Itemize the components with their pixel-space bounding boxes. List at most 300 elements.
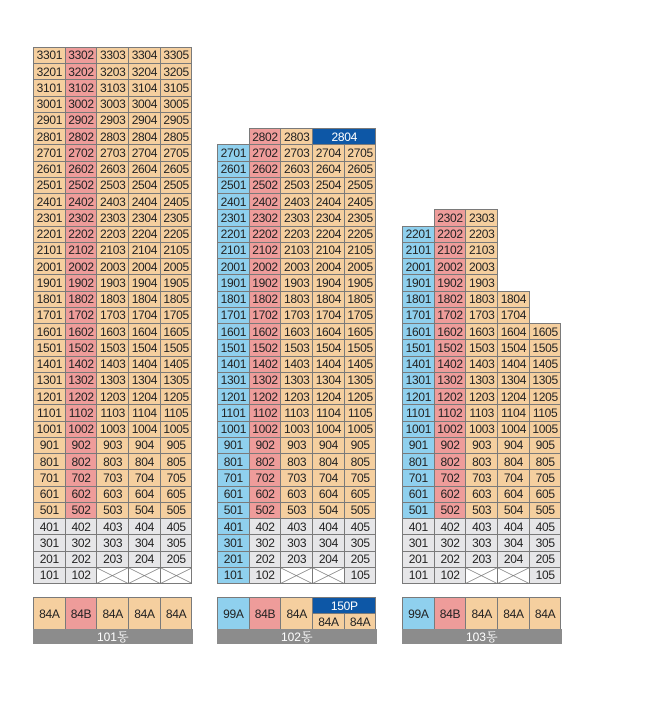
unit-cell[interactable]: 2204 [312, 226, 345, 243]
unit-cell[interactable]: 404 [312, 518, 345, 535]
unit-cell[interactable]: 1401 [33, 356, 66, 373]
unit-cell[interactable]: 2303 [280, 209, 313, 226]
unit-cell[interactable]: 1601 [402, 323, 435, 340]
unit-cell[interactable]: 105 [529, 567, 562, 584]
unit-cell[interactable]: 1304 [128, 372, 161, 389]
unit-cell[interactable]: 1004 [497, 421, 530, 438]
unit-cell[interactable]: 203 [96, 551, 129, 568]
unit-cell[interactable]: 1702 [65, 307, 98, 324]
unit-cell[interactable]: 1503 [465, 339, 498, 356]
unit-cell[interactable]: 2205 [160, 226, 193, 243]
unit-cell[interactable]: 2405 [160, 193, 193, 210]
unit-cell[interactable]: 502 [434, 502, 467, 519]
unit-cell[interactable]: 2003 [465, 258, 498, 275]
unit-cell[interactable]: 2203 [465, 226, 498, 243]
unit-cell[interactable]: 205 [160, 551, 193, 568]
unit-cell[interactable]: 2005 [160, 258, 193, 275]
unit-cell[interactable]: 1001 [33, 421, 66, 438]
unit-cell[interactable]: 1702 [434, 307, 467, 324]
unit-cell[interactable]: 102 [434, 567, 467, 584]
unit-cell[interactable]: 1505 [529, 339, 562, 356]
unit-cell[interactable]: 2105 [344, 242, 377, 259]
unit-cell[interactable]: 1905 [160, 274, 193, 291]
unit-cell[interactable]: 2402 [249, 193, 282, 210]
unit-cell[interactable]: 1205 [160, 388, 193, 405]
unit-cell[interactable]: 2204 [128, 226, 161, 243]
unit-cell[interactable]: 3301 [33, 47, 66, 64]
unit-cell[interactable]: 1405 [344, 356, 377, 373]
unit-cell[interactable]: 2504 [312, 177, 345, 194]
unit-cell[interactable]: 801 [402, 453, 435, 470]
unit-cell[interactable]: 1103 [280, 404, 313, 421]
unit-cell[interactable]: 804 [128, 453, 161, 470]
unit-cell[interactable]: 2804 [128, 128, 161, 145]
unit-cell[interactable]: 2505 [160, 177, 193, 194]
unit-cell[interactable]: 1604 [497, 323, 530, 340]
unit-cell[interactable]: 1801 [402, 291, 435, 308]
unit-cell[interactable]: 1103 [96, 404, 129, 421]
unit-cell[interactable]: 802 [434, 453, 467, 470]
unit-cell[interactable]: 1504 [128, 339, 161, 356]
unit-cell[interactable]: 1703 [280, 307, 313, 324]
unit-cell[interactable]: 1004 [312, 421, 345, 438]
unit-cell[interactable]: 504 [497, 502, 530, 519]
unit-cell[interactable]: 2103 [465, 242, 498, 259]
unit-cell[interactable]: 1704 [497, 307, 530, 324]
unit-cell[interactable]: 1703 [465, 307, 498, 324]
unit-cell[interactable]: 3202 [65, 63, 98, 80]
unit-cell[interactable]: 304 [497, 534, 530, 551]
unit-cell[interactable]: 2202 [249, 226, 282, 243]
unit-cell[interactable]: 1901 [402, 274, 435, 291]
unit-cell[interactable]: 2805 [160, 128, 193, 145]
unit-cell[interactable]: 201 [402, 551, 435, 568]
unit-cell[interactable]: 1805 [344, 291, 377, 308]
unit-cell[interactable]: 2403 [96, 193, 129, 210]
unit-cell[interactable]: 1603 [280, 323, 313, 340]
unit-cell[interactable]: 1104 [312, 404, 345, 421]
unit-cell[interactable]: 702 [65, 469, 98, 486]
unit-cell[interactable]: 2602 [249, 161, 282, 178]
unit-cell[interactable]: 1405 [529, 356, 562, 373]
unit-cell[interactable]: 1604 [128, 323, 161, 340]
unit-cell[interactable]: 2104 [312, 242, 345, 259]
unit-cell[interactable]: 301 [33, 534, 66, 551]
unit-cell[interactable]: 1504 [312, 339, 345, 356]
unit-cell[interactable]: 2003 [96, 258, 129, 275]
unit-cell[interactable]: 1202 [249, 388, 282, 405]
unit-cell[interactable]: 102 [249, 567, 282, 584]
unit-cell[interactable]: 603 [96, 486, 129, 503]
unit-cell[interactable]: 2001 [217, 258, 250, 275]
unit-cell[interactable]: 1902 [65, 274, 98, 291]
unit-cell[interactable]: 501 [33, 502, 66, 519]
unit-cell[interactable]: 802 [249, 453, 282, 470]
unit-cell[interactable]: 2201 [33, 226, 66, 243]
unit-cell[interactable]: 102 [65, 567, 98, 584]
unit-cell[interactable]: 3102 [65, 79, 98, 96]
unit-cell[interactable]: 2703 [96, 144, 129, 161]
unit-cell[interactable]: 803 [465, 453, 498, 470]
unit-cell[interactable]: 701 [402, 469, 435, 486]
unit-cell[interactable]: 2004 [128, 258, 161, 275]
unit-cell[interactable]: 1404 [497, 356, 530, 373]
unit-cell[interactable]: 302 [249, 534, 282, 551]
unit-cell[interactable]: 402 [65, 518, 98, 535]
unit-cell[interactable]: 1602 [249, 323, 282, 340]
unit-cell[interactable]: 3205 [160, 63, 193, 80]
unit-cell[interactable]: 2905 [160, 112, 193, 129]
unit-cell[interactable]: 2102 [434, 242, 467, 259]
unit-cell[interactable]: 2301 [33, 209, 66, 226]
unit-cell[interactable]: 3103 [96, 79, 129, 96]
unit-cell[interactable]: 502 [249, 502, 282, 519]
unit-cell[interactable]: 2501 [217, 177, 250, 194]
unit-cell[interactable]: 1904 [128, 274, 161, 291]
unit-cell[interactable]: 1005 [344, 421, 377, 438]
unit-cell[interactable]: 703 [280, 469, 313, 486]
unit-cell[interactable]: 1802 [249, 291, 282, 308]
unit-cell[interactable]: 1701 [402, 307, 435, 324]
unit-cell[interactable]: 702 [249, 469, 282, 486]
unit-cell[interactable]: 201 [33, 551, 66, 568]
unit-cell[interactable]: 2402 [65, 193, 98, 210]
unit-cell[interactable]: 2605 [160, 161, 193, 178]
unit-cell[interactable]: 105 [344, 567, 377, 584]
unit-cell[interactable]: 2404 [128, 193, 161, 210]
unit-cell[interactable]: 2304 [128, 209, 161, 226]
unit-cell[interactable]: 203 [280, 551, 313, 568]
unit-cell[interactable]: 602 [434, 486, 467, 503]
unit-cell[interactable]: 3001 [33, 96, 66, 113]
unit-cell[interactable]: 2603 [280, 161, 313, 178]
unit-cell[interactable]: 1205 [529, 388, 562, 405]
unit-cell[interactable]: 401 [217, 518, 250, 535]
unit-cell[interactable]: 2001 [33, 258, 66, 275]
unit-cell[interactable]: 1403 [465, 356, 498, 373]
unit-cell[interactable]: 2205 [344, 226, 377, 243]
unit-cell[interactable]: 303 [280, 534, 313, 551]
unit-cell[interactable]: 1903 [465, 274, 498, 291]
unit-cell[interactable]: 901 [33, 437, 66, 454]
unit-cell[interactable]: 1602 [65, 323, 98, 340]
unit-cell[interactable]: 1001 [217, 421, 250, 438]
unit-cell[interactable]: 2605 [344, 161, 377, 178]
unit-cell[interactable]: 1003 [465, 421, 498, 438]
unit-cell[interactable]: 1905 [344, 274, 377, 291]
unit-cell[interactable]: 2201 [402, 226, 435, 243]
unit-cell[interactable]: 2401 [217, 193, 250, 210]
unit-cell[interactable]: 2803 [280, 128, 313, 145]
unit-cell[interactable]: 1202 [65, 388, 98, 405]
unit-cell[interactable]: 1102 [434, 404, 467, 421]
unit-cell[interactable]: 1904 [312, 274, 345, 291]
unit-cell[interactable]: 303 [465, 534, 498, 551]
unit-cell[interactable]: 1402 [434, 356, 467, 373]
unit-cell[interactable]: 901 [217, 437, 250, 454]
unit-cell[interactable]: 1901 [217, 274, 250, 291]
unit-cell[interactable]: 1705 [344, 307, 377, 324]
unit-cell[interactable]: 2504 [128, 177, 161, 194]
unit-cell[interactable]: 704 [497, 469, 530, 486]
unit-cell[interactable]: 1101 [33, 404, 66, 421]
unit-cell[interactable]: 2303 [96, 209, 129, 226]
unit-cell[interactable]: 1702 [249, 307, 282, 324]
unit-cell[interactable]: 1101 [402, 404, 435, 421]
unit-cell[interactable]: 601 [33, 486, 66, 503]
unit-cell[interactable]: 3203 [96, 63, 129, 80]
unit-cell[interactable]: 403 [280, 518, 313, 535]
unit-cell[interactable]: 1102 [249, 404, 282, 421]
unit-cell[interactable]: 1401 [402, 356, 435, 373]
unit-cell[interactable]: 1401 [217, 356, 250, 373]
unit-cell[interactable]: 1901 [33, 274, 66, 291]
unit-cell[interactable]: 904 [128, 437, 161, 454]
unit-cell[interactable]: 2104 [128, 242, 161, 259]
unit-cell[interactable]: 2502 [249, 177, 282, 194]
unit-cell[interactable]: 402 [434, 518, 467, 535]
unit-cell[interactable]: 3003 [96, 96, 129, 113]
unit-cell[interactable]: 202 [434, 551, 467, 568]
unit-cell[interactable]: 1501 [402, 339, 435, 356]
unit-cell[interactable]: 205 [529, 551, 562, 568]
unit-cell[interactable]: 2105 [160, 242, 193, 259]
unit-cell[interactable]: 504 [312, 502, 345, 519]
unit-cell[interactable]: 2703 [280, 144, 313, 161]
unit-cell[interactable]: 2903 [96, 112, 129, 129]
unit-cell[interactable]: 804 [312, 453, 345, 470]
unit-cell[interactable]: 705 [160, 469, 193, 486]
unit-cell[interactable]: 1105 [529, 404, 562, 421]
unit-cell[interactable]: 1004 [128, 421, 161, 438]
unit-cell[interactable]: 1402 [65, 356, 98, 373]
unit-cell[interactable]: 2101 [217, 242, 250, 259]
unit-cell[interactable]: 3004 [128, 96, 161, 113]
unit-cell[interactable]: 1304 [497, 372, 530, 389]
unit-cell[interactable]: 1301 [402, 372, 435, 389]
unit-cell[interactable]: 1204 [312, 388, 345, 405]
unit-cell[interactable]: 604 [497, 486, 530, 503]
unit-cell[interactable]: 1605 [344, 323, 377, 340]
unit-cell[interactable]: 1302 [65, 372, 98, 389]
unit-cell[interactable]: 1801 [33, 291, 66, 308]
unit-cell[interactable]: 903 [96, 437, 129, 454]
unit-cell[interactable]: 1501 [33, 339, 66, 356]
unit-cell[interactable]: 1005 [529, 421, 562, 438]
unit-cell[interactable]: 505 [529, 502, 562, 519]
unit-cell[interactable]: 704 [312, 469, 345, 486]
unit-cell[interactable]: 2803 [96, 128, 129, 145]
unit-cell[interactable]: 101 [217, 567, 250, 584]
unit-cell[interactable]: 1002 [65, 421, 98, 438]
unit-cell[interactable]: 303 [96, 534, 129, 551]
unit-cell[interactable]: 1201 [217, 388, 250, 405]
unit-cell[interactable]: 1701 [217, 307, 250, 324]
unit-cell[interactable]: 505 [344, 502, 377, 519]
unit-cell[interactable]: 101 [33, 567, 66, 584]
unit-cell[interactable]: 2901 [33, 112, 66, 129]
unit-cell[interactable]: 1305 [344, 372, 377, 389]
unit-cell[interactable]: 904 [497, 437, 530, 454]
unit-cell[interactable]: 2305 [344, 209, 377, 226]
unit-cell[interactable]: 403 [465, 518, 498, 535]
unit-cell[interactable]: 1303 [96, 372, 129, 389]
unit-cell[interactable]: 2102 [65, 242, 98, 259]
unit-cell[interactable]: 805 [160, 453, 193, 470]
unit-cell[interactable]: 3105 [160, 79, 193, 96]
unit-cell[interactable]: 2601 [217, 161, 250, 178]
unit-cell[interactable]: 1104 [497, 404, 530, 421]
unit-cell[interactable]: 904 [312, 437, 345, 454]
unit-cell[interactable]: 1601 [33, 323, 66, 340]
unit-cell[interactable]: 2101 [33, 242, 66, 259]
unit-cell[interactable]: 1804 [128, 291, 161, 308]
unit-cell[interactable]: 1202 [434, 388, 467, 405]
unit-cell[interactable]: 805 [344, 453, 377, 470]
unit-cell[interactable]: 2602 [65, 161, 98, 178]
unit-cell[interactable]: 2601 [33, 161, 66, 178]
unit-cell[interactable]: 2704 [312, 144, 345, 161]
unit-cell[interactable]: 1203 [96, 388, 129, 405]
unit-cell[interactable]: 404 [128, 518, 161, 535]
unit-cell[interactable]: 705 [344, 469, 377, 486]
unit-cell[interactable]: 1805 [160, 291, 193, 308]
unit-cell[interactable]: 801 [217, 453, 250, 470]
unit-cell[interactable]: 602 [65, 486, 98, 503]
unit-cell[interactable]: 605 [344, 486, 377, 503]
unit-cell[interactable]: 1502 [434, 339, 467, 356]
unit-cell[interactable]: 1603 [96, 323, 129, 340]
unit-cell[interactable]: 1803 [465, 291, 498, 308]
unit-cell[interactable]: 605 [160, 486, 193, 503]
unit-cell[interactable]: 905 [529, 437, 562, 454]
unit-cell[interactable]: 2005 [344, 258, 377, 275]
unit-cell[interactable]: 1105 [344, 404, 377, 421]
unit-cell[interactable]: 3304 [128, 47, 161, 64]
unit-cell[interactable]: 2705 [344, 144, 377, 161]
unit-cell[interactable]: 1505 [160, 339, 193, 356]
unit-cell[interactable]: 2603 [96, 161, 129, 178]
unit-cell[interactable]: 804 [497, 453, 530, 470]
unit-cell[interactable]: 302 [434, 534, 467, 551]
unit-cell[interactable]: 1204 [497, 388, 530, 405]
unit-cell[interactable]: 1803 [96, 291, 129, 308]
unit-cell[interactable]: 1001 [402, 421, 435, 438]
unit-cell[interactable]: 802 [65, 453, 98, 470]
unit-cell[interactable]: 2301 [217, 209, 250, 226]
unit-cell[interactable]: 2804 [312, 128, 376, 145]
unit-cell[interactable]: 2404 [312, 193, 345, 210]
unit-cell[interactable]: 2102 [249, 242, 282, 259]
unit-cell[interactable]: 304 [128, 534, 161, 551]
unit-cell[interactable]: 902 [65, 437, 98, 454]
unit-cell[interactable]: 401 [33, 518, 66, 535]
unit-cell[interactable]: 605 [529, 486, 562, 503]
unit-cell[interactable]: 902 [249, 437, 282, 454]
unit-cell[interactable]: 1303 [280, 372, 313, 389]
unit-cell[interactable]: 2702 [249, 144, 282, 161]
unit-cell[interactable]: 2505 [344, 177, 377, 194]
unit-cell[interactable]: 1803 [280, 291, 313, 308]
unit-cell[interactable]: 905 [160, 437, 193, 454]
unit-cell[interactable]: 2202 [65, 226, 98, 243]
unit-cell[interactable]: 1802 [434, 291, 467, 308]
unit-cell[interactable]: 503 [96, 502, 129, 519]
unit-cell[interactable]: 402 [249, 518, 282, 535]
unit-cell[interactable]: 2203 [280, 226, 313, 243]
unit-cell[interactable]: 2101 [402, 242, 435, 259]
unit-cell[interactable]: 1303 [465, 372, 498, 389]
unit-cell[interactable]: 405 [344, 518, 377, 535]
unit-cell[interactable]: 202 [65, 551, 98, 568]
unit-cell[interactable]: 203 [465, 551, 498, 568]
unit-cell[interactable]: 504 [128, 502, 161, 519]
unit-cell[interactable]: 1305 [529, 372, 562, 389]
unit-cell[interactable]: 1804 [312, 291, 345, 308]
unit-cell[interactable]: 2705 [160, 144, 193, 161]
unit-cell[interactable]: 2503 [96, 177, 129, 194]
unit-cell[interactable]: 2902 [65, 112, 98, 129]
unit-cell[interactable]: 1005 [160, 421, 193, 438]
unit-cell[interactable]: 2203 [96, 226, 129, 243]
unit-cell[interactable]: 903 [465, 437, 498, 454]
unit-cell[interactable]: 902 [434, 437, 467, 454]
unit-cell[interactable]: 3101 [33, 79, 66, 96]
unit-cell[interactable]: 2702 [65, 144, 98, 161]
unit-cell[interactable]: 601 [217, 486, 250, 503]
unit-cell[interactable]: 2704 [128, 144, 161, 161]
unit-cell[interactable]: 1804 [497, 291, 530, 308]
unit-cell[interactable]: 1104 [128, 404, 161, 421]
unit-cell[interactable]: 705 [529, 469, 562, 486]
unit-cell[interactable]: 1603 [465, 323, 498, 340]
unit-cell[interactable]: 202 [249, 551, 282, 568]
unit-cell[interactable]: 905 [344, 437, 377, 454]
unit-cell[interactable]: 1203 [465, 388, 498, 405]
unit-cell[interactable]: 1003 [96, 421, 129, 438]
unit-cell[interactable]: 1304 [312, 372, 345, 389]
unit-cell[interactable]: 604 [312, 486, 345, 503]
unit-cell[interactable]: 1102 [65, 404, 98, 421]
unit-cell[interactable]: 405 [160, 518, 193, 535]
unit-cell[interactable]: 1403 [96, 356, 129, 373]
unit-cell[interactable]: 1903 [96, 274, 129, 291]
unit-cell[interactable]: 2103 [96, 242, 129, 259]
unit-cell[interactable]: 1201 [33, 388, 66, 405]
unit-cell[interactable]: 1903 [280, 274, 313, 291]
unit-cell[interactable]: 3201 [33, 63, 66, 80]
unit-cell[interactable]: 1704 [312, 307, 345, 324]
unit-cell[interactable]: 2302 [249, 209, 282, 226]
unit-cell[interactable]: 2604 [312, 161, 345, 178]
unit-cell[interactable]: 703 [465, 469, 498, 486]
unit-cell[interactable]: 1502 [65, 339, 98, 356]
unit-cell[interactable]: 1705 [160, 307, 193, 324]
unit-cell[interactable]: 1802 [65, 291, 98, 308]
unit-cell[interactable]: 3305 [160, 47, 193, 64]
unit-cell[interactable]: 1404 [312, 356, 345, 373]
unit-cell[interactable]: 2302 [434, 209, 467, 226]
unit-cell[interactable]: 2002 [65, 258, 98, 275]
unit-cell[interactable]: 2401 [33, 193, 66, 210]
unit-cell[interactable]: 1003 [280, 421, 313, 438]
unit-cell[interactable]: 302 [65, 534, 98, 551]
unit-cell[interactable]: 204 [497, 551, 530, 568]
unit-cell[interactable]: 2904 [128, 112, 161, 129]
unit-cell[interactable]: 101 [402, 567, 435, 584]
unit-cell[interactable]: 301 [402, 534, 435, 551]
unit-cell[interactable]: 404 [497, 518, 530, 535]
